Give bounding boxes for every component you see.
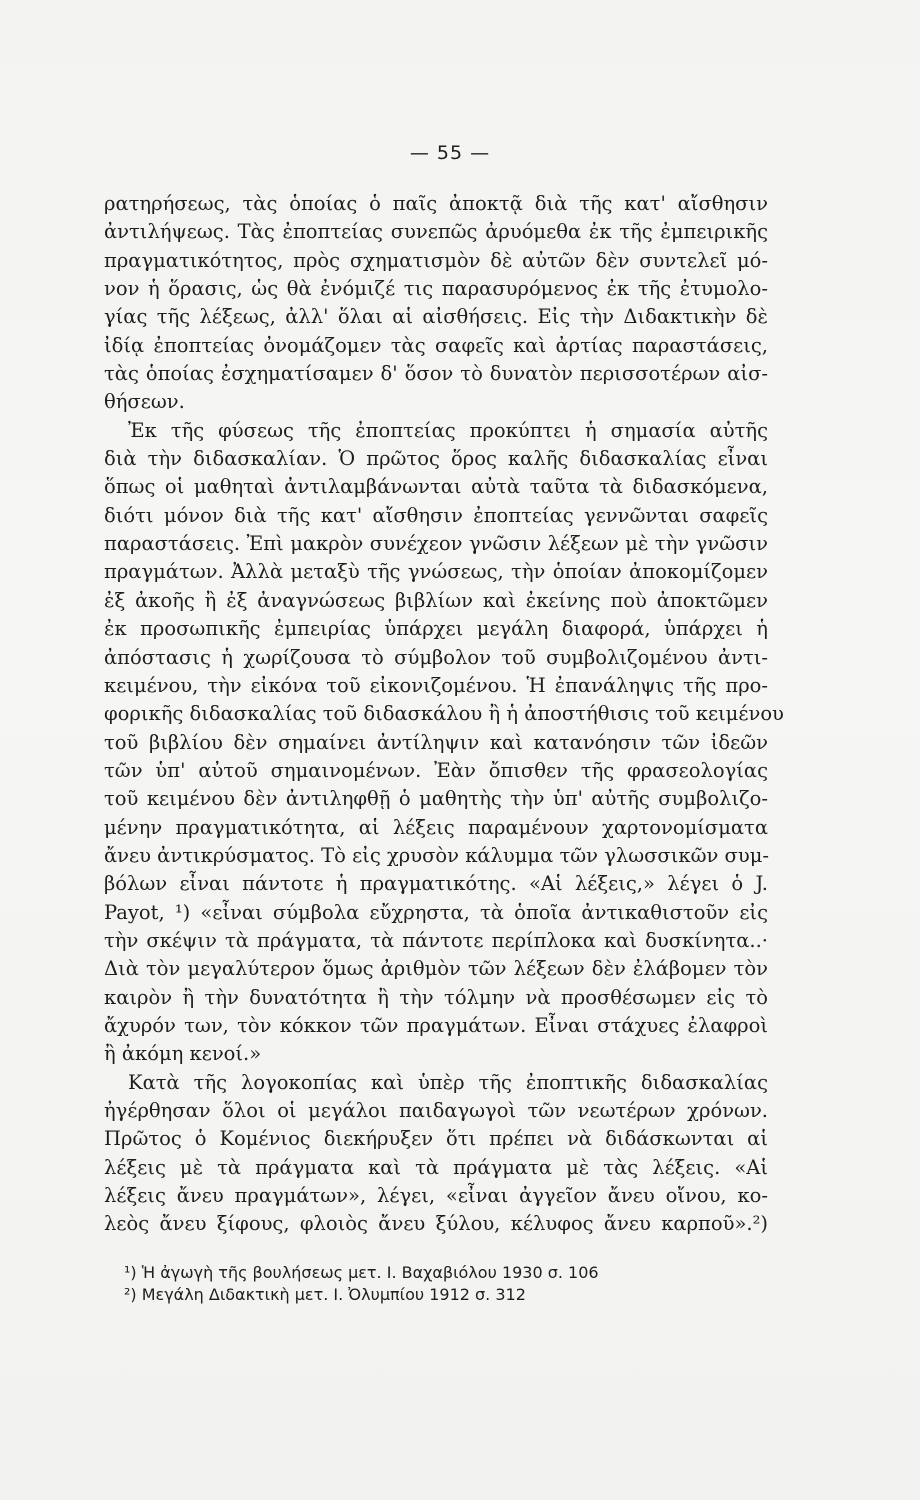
text-line: διὰ τὴν διδασκαλίαν. Ὁ πρῶτος ὅρος καλῆς διδασκαλίας εἶναι [104, 447, 768, 471]
text-line: Πρῶτος ὁ Κομένιος διεκήρυξεν ὅτι πρέπει νὰ διδάσκωνται αἱ [104, 1127, 768, 1151]
text-line: πραγμάτων. Ἀλλὰ μεταξὺ τῆς γνώσεως, τὴν ὁποίαν ἀποκομίζομεν [104, 560, 768, 584]
text-line: ἠγέρθησαν ὅλοι οἱ μεγάλοι παιδαγωγοὶ τῶν νεωτέρων χρόνων. [104, 1099, 768, 1122]
text-line: λέξεις μὲ τὰ πράγματα καὶ τὰ πράγματα μὲ τὰς λέξεις. «Αἱ [104, 1155, 768, 1179]
text-line: τῶν ὑπ' αὐτοῦ σημαινομένων. Ἐὰν ὄπισθεν τῆς φρασεολογίας [104, 758, 768, 782]
text-line: Διὰ τὸν μεγαλύτερον ὅμως ἀριθμὸν τῶν λέξεων δὲν ἐλάβομεν τὸν [104, 957, 768, 981]
text-line: πραγματικότητος, πρὸς σχηματισμὸν δὲ αὐτῶν δὲν συντελεῖ μό- [104, 248, 768, 272]
text-line: φορικῆς διδασκαλίας τοῦ διδασκάλου ἢ ἡ ἀποστήθισις τοῦ κειμένου [104, 702, 784, 726]
text-line: ἄνευ ἀντικρύσματος. Τὸ εἰς χρυσὸν κάλυμμα τῶν γλωσσικῶν συμ- [104, 843, 769, 867]
text-line: ἐξ ἀκοῆς ἢ ἐξ ἀναγνώσεως βιβλίων καὶ ἐκείνης ποὺ ἀποκτῶμεν [104, 588, 768, 612]
text-line: ἀπόστασις ἡ χωρίζουσα τὸ σύμβολον τοῦ συμβολιζομένου ἀντι- [104, 645, 768, 669]
text-line: γίας τῆς λέξεως, ἀλλ' ὅλαι αἱ αἰσθήσεις. Εἰς τὴν Διδακτικὴν δὲ [104, 305, 768, 329]
text-line: διότι μόνον διὰ τῆς κατ' αἴσθησιν ἐποπτείας γεννῶνται σαφεῖς [104, 503, 768, 527]
text-line: λεὸς ἄνευ ξίφους, φλοιὸς ἄνευ ξύλου, κέλυφος ἄνευ καρποῦ».²) [104, 1212, 768, 1236]
footnotes [124, 1262, 764, 1306]
text-line: τοῦ βιβλίου δὲν σημαίνει ἀντίληψιν καὶ κατανόησιν τῶν ἰδεῶν [104, 730, 768, 754]
page-number: — 55 — [409, 142, 491, 164]
text-line: νον ἡ ὅρασις, ὡς θὰ ἐνόμιζέ τις παρασυρόμενος ἐκ τῆς ἐτυμολο- [104, 277, 768, 301]
text-line: θήσεων. [104, 390, 185, 414]
text-line: ἀντιλήψεως. Τὰς ἐποπτείας συνεπῶς ἀρυόμεθα ἐκ τῆς ἐμπειρικῆς [104, 220, 768, 244]
text-line: λέξεις ἄνευ πραγμάτων», λέγει, «εἶναι ἀγγεῖον ἄνευ οἴνου, κο- [104, 1184, 768, 1208]
text-line: ἰδίᾳ ἐποπτείας ὀνομάζομεν τὰς σαφεῖς καὶ ἀρτίας παραστάσεις, [104, 333, 768, 357]
text-line: ὅπως οἱ μαθηταὶ ἀντιλαμβάνωνται αὐτὰ ταῦτα τὰ διδασκόμενα, [104, 475, 768, 499]
text-line: τὰς ὁποίας ἐσχηματίσαμεν δ' ὅσον τὸ δυνατὸν περισσοτέρων αἰσ- [104, 362, 768, 386]
text-line: ρατηρήσεως, τὰς ὁποίας ὁ παῖς ἀποκτᾷ διὰ τῆς κατ' αἴσθησιν [104, 192, 768, 215]
text-line: ἐκ προσωπικῆς ἐμπειρίας ὑπάρχει μεγάλη διαφορά, ὑπάρχει ἡ [104, 617, 768, 641]
footnote: ²) Μεγάλη Διδακτικὴ μετ. Ι. Ὀλυμπίου 1912 σ. 312 [124, 1285, 526, 1304]
text-line: βόλων εἶναι πάντοτε ἡ πραγματικότης. «Αἱ λέξεις,» λέγει ὁ J. [104, 872, 768, 896]
text-line: τοῦ κειμένου δὲν ἀντιληφθῇ ὁ μαθητὴς τὴν ὑπ' αὐτῆς συμβολιζο- [104, 787, 768, 811]
text-line: Κατὰ τῆς λογοκοπίας καὶ ὑπὲρ τῆς ἐποπτικῆς διδασκαλίας [128, 1070, 768, 1094]
text-line: Payot, ¹) «εἶναι σύμβολα εὔχρηστα, τὰ ὁποῖα ἀντικαθιστοῦν εἰς [104, 900, 768, 924]
text-line: καιρὸν ἢ τὴν δυνατότητα ἢ τὴν τόλμην νὰ προσθέσωμεν εἰς τὸ [104, 985, 768, 1009]
text-line: τὴν σκέψιν τὰ πράγματα, τὰ πάντοτε περίπλοκα καὶ δυσκίνητα..· [104, 928, 768, 952]
text-line: Ἐκ τῆς φύσεως τῆς ἐποπτείας προκύπτει ἡ σημασία αὐτῆς [128, 418, 768, 442]
text-line: ἢ ἀκόμη κενοί.» [104, 1042, 262, 1066]
text-line: μένην πραγματικότητα, αἱ λέξεις παραμένουν χαρτονομίσματα [104, 815, 768, 839]
body-text [104, 190, 784, 1239]
text-line: κειμένου, τὴν εἰκόνα τοῦ εἰκονιζομένου. Ἡ ἐπανάληψις τῆς προ- [104, 673, 768, 697]
text-line: ἄχυρόν των, τὸν κόκκον τῶν πραγμάτων. Εἶναι στάχυες ἐλαφροὶ [104, 1013, 768, 1037]
text-line: παραστάσεις. Ἐπὶ μακρὸν συνέχεον γνῶσιν λέξεων μὲ τὴν γνῶσιν [104, 532, 768, 556]
footnote: ¹) Ἡ ἀγωγὴ τῆς βουλήσεως μετ. Ι. Βαχαβιόλου 1930 σ. 106 [124, 1263, 599, 1282]
